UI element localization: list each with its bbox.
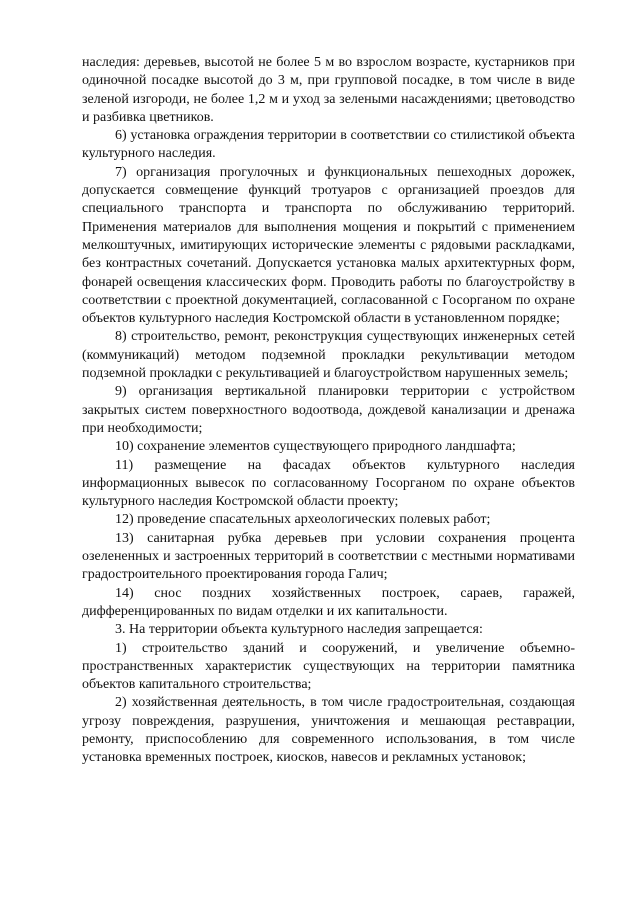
paragraph-item-11-signage: 11) размещение на фасадах объектов культурного наследия информационных вывесок по согласованному Госорганом по охране объектов культурного наследия Костромской области проекту; (82, 457, 575, 510)
paragraph-item-7-walkways: 7) организация прогулочных и функциональных пешеходных дорожек, допускается совмещение функций тротуаров с организацией проездов для специального транспорта и транспорта по обслуживанию территорий. Применения материалов для выполнения мощения и покрытий с применением мелкоштучных, имитирующих исторические элементы с рядовыми раскладками, без контрастных сочетаний. Допускается установка малых архитектурных форм, фонарей освещения классических форм. Проводить работы по благоустройству в соответствии с проектной документацией, согласованной с Госорганом по охране объектов культурного наследия Костромской области в установленном порядке; (82, 164, 575, 327)
paragraph-item-10-landscape: 10) сохранение элементов существующего природного ландшафта; (115, 439, 516, 455)
paragraph-continuation-greenery: наследия: деревьев, высотой не более 5 м во взрослом возрасте, кустарников при одиночной посадке высотой до 3 м, при групповой посадке, в том числе в виде зеленой изгороди, не более 1,2 м и уход за зелеными насаждениями; цветоводство и разбивка цветников. (82, 55, 575, 125)
paragraph-item-9-vertical-planning: 9) организация вертикальной планировки территории с устройством закрытых систем поверхностного водоотвода, дождевой канализации и дренажа при необходимости; (82, 384, 575, 436)
section-3-heading: 3. На территории объекта культурного наследия запрещается: (115, 622, 483, 638)
paragraph-item-8-engineering-networks: 8) строительство, ремонт, реконструкция существующих инженерных сетей (коммуникаций) методом подземной прокладки рекультивации методом подземной прокладки с рекультивацией и благоустройством нарушенных земель; (82, 329, 575, 382)
paragraph-prohibited-2-economic-activity: 2) хозяйственная деятельность, в том числе градостроительная, создающая угрозу повреждения, разрушения, уничтожения и мешающая реставрации, ремонту, приспособлению для современного использования, в том числе установка временных построек, киосков, навесов и рекламных установок; (82, 695, 575, 766)
document-page (82, 54, 575, 768)
paragraph-item-12-archaeology: 12) проведение спасательных археологических полевых работ; (115, 512, 491, 528)
paragraph-item-6-fencing: 6) установка ограждения территории в соответствии со стилистикой объекта культурного наследия. (82, 128, 575, 162)
paragraph-prohibited-1-construction: 1) строительство зданий и сооружений, и увеличение объемно-пространственных характеристик существующих на территории памятника объектов капитального строительства; (82, 640, 575, 693)
paragraph-item-14-demolition: 14) снос поздних хозяйственных построек, сараев, гаражей, дифференцированных по видам отделки и их капитальности. (82, 585, 575, 619)
paragraph-item-13-sanitary-felling: 13) санитарная рубка деревьев при условии сохранения процента озелененных и застроенных территорий в соответствии с местными нормативами градостроительного проектирования города Галич; (82, 530, 575, 583)
